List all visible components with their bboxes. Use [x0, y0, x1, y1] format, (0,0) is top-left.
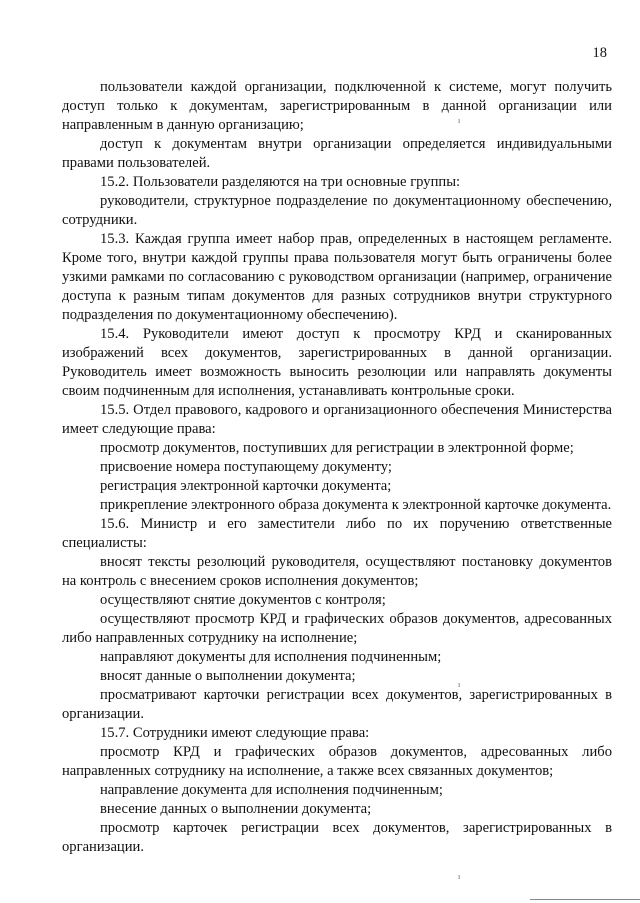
paragraph: просматривают карточки регистрации всех документов, зарегистрированных в организации.	[62, 687, 612, 722]
paragraph: вносят данные о выполнении документа;	[100, 668, 356, 684]
page-edge	[530, 899, 640, 900]
paragraph: пользователи каждой организации, подключенной к системе, могут получить доступ только к документам, зарегистрированным в данной организации или направленным в данную организацию;	[62, 79, 612, 133]
paragraph: 15.4. Руководители имеют доступ к просмотру КРД и сканированных изображений всех документов, зарегистрированных в данной организации. Руководитель имеет возможность выносить резолюции или направлять документы своим подчиненным для исполнения, устанавливать контрольные сроки.	[62, 326, 612, 399]
scan-speck: ı	[458, 680, 461, 689]
paragraph: осуществляют снятие документов с контроля;	[100, 592, 386, 608]
paragraph: присвоение номера поступающему документу;	[100, 459, 392, 475]
page-number: 18	[592, 45, 607, 61]
paragraph: 15.7. Сотрудники имеют следующие права:	[100, 725, 370, 741]
paragraph: просмотр КРД и графических образов документов, адресованных либо направленных сотруднику на исполнение, а также всех связанных документов;	[62, 744, 612, 779]
scan-speck: ı	[458, 116, 461, 125]
paragraph: просмотр карточек регистрации всех документов, зарегистрированных в организации.	[62, 820, 612, 855]
scan-speck: ı	[458, 872, 461, 881]
paragraph: 15.6. Министр и его заместители либо по их поручению ответственные специалисты:	[62, 516, 612, 551]
paragraph: 15.5. Отдел правового, кадрового и организационного обеспечения Министерства имеет следующие права:	[62, 402, 612, 437]
paragraph: руководители, структурное подразделение по документационному обеспечению, сотрудники.	[62, 193, 612, 228]
paragraph: 15.2. Пользователи разделяются на три основные группы:	[100, 174, 461, 190]
document-body	[62, 78, 612, 857]
paragraph: внесение данных о выполнении документа;	[100, 801, 372, 817]
paragraph: осуществляют просмотр КРД и графических образов документов, адресованных либо направленных сотруднику на исполнение;	[62, 611, 612, 646]
paragraph: вносят тексты резолюций руководителя, осуществляют постановку документов на контроль с внесением сроков исполнения документов;	[62, 554, 612, 589]
paragraph: регистрация электронной карточки документа;	[100, 478, 392, 494]
paragraph: 15.3. Каждая группа имеет набор прав, определенных в настоящем регламенте. Кроме того, внутри каждой группы права пользователя могут быть ограничены более узкими рамками по согласованию с руководством организации (например, ограничение доступа к разным типам документов для разных сотрудников внутри структурного подразделения по документационному обеспечению).	[62, 231, 612, 323]
paragraph: направление документа для исполнения подчиненным;	[100, 782, 443, 798]
paragraph: прикрепление электронного образа документа к электронной карточке документа.	[100, 497, 612, 513]
paragraph: просмотр документов, поступивших для регистрации в электронной форме;	[100, 440, 574, 456]
paragraph: направляют документы для исполнения подчиненным;	[100, 649, 442, 665]
paragraph: доступ к документам внутри организации определяется индивидуальными правами пользователей.	[62, 136, 612, 171]
